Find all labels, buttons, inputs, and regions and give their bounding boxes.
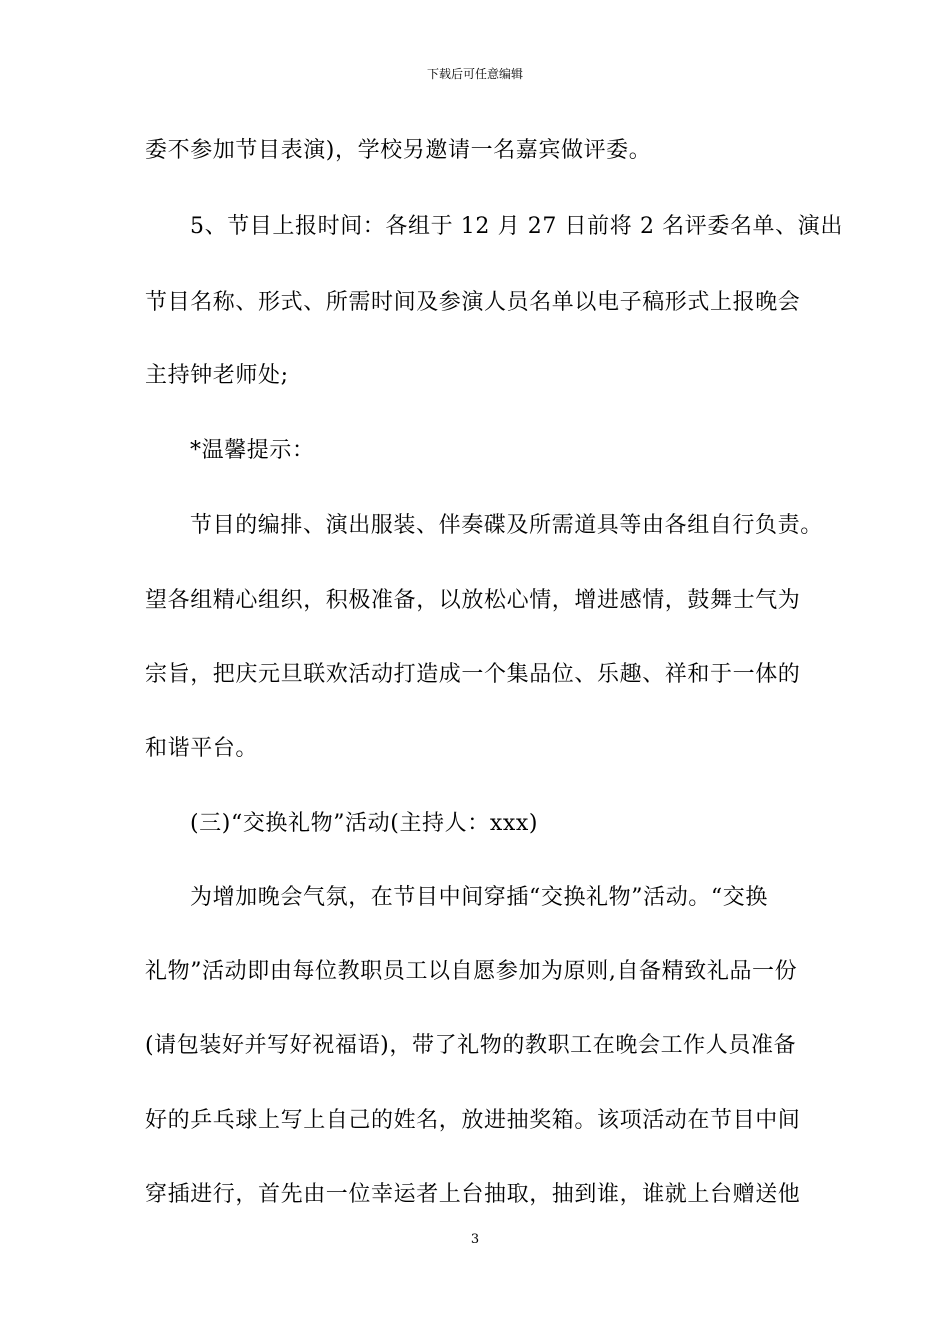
paragraph-line: 好的乒乓球上写上自己的姓名，放进抽奖箱。该项活动在节目中间 [145,1108,801,1133]
paragraph-line: 节目名称、形式、所需时间及参演人员名单以电子稿形式上报晚会 [145,290,801,315]
paragraph-line: 宗旨，把庆元旦联欢活动打造成一个集品位、乐趣、祥和于一体的 [145,662,801,687]
page-header: 下载后可任意编辑 [426,67,523,81]
paragraph-line: 望各组精心组织，积极准备，以放松心情，增进感情，鼓舞士气为 [145,588,801,613]
section-heading: (三)“交换礼物”活动(主持人：xxx) [190,811,539,836]
paragraph-line: 5、节目上报时间：各组于 12 月 27 日前将 2 名评委名单、演出 [190,214,843,239]
paragraph-line: 和谐平台。 [145,736,259,761]
paragraph-line: (请包装好并写好祝福语)，带了礼物的教职工在晚会工作人员准备 [145,1033,797,1058]
paragraph-line: 节目的编排、演出服装、伴奏碟及所需道具等由各组自行负责。 [190,513,823,538]
paragraph-line: 主持钟老师处; [145,363,289,388]
paragraph-line: 穿插进行，首先由一位幸运者上台抽取，抽到谁，谁就上台赠送他 [145,1182,801,1207]
page-number: 3 [470,1232,480,1247]
paragraph-line: 为增加晚会气氛，在节目中间穿插“交换礼物”活动。“交换 [190,885,768,910]
paragraph-line: *温馨提示： [190,438,315,463]
paragraph-line: 礼物”活动即由每位教职员工以自愿参加为原则,自备精致礼品一份 [145,959,798,984]
paragraph-line: 委不参加节目表演)，学校另邀请一名嘉宾做评委。 [145,138,652,163]
